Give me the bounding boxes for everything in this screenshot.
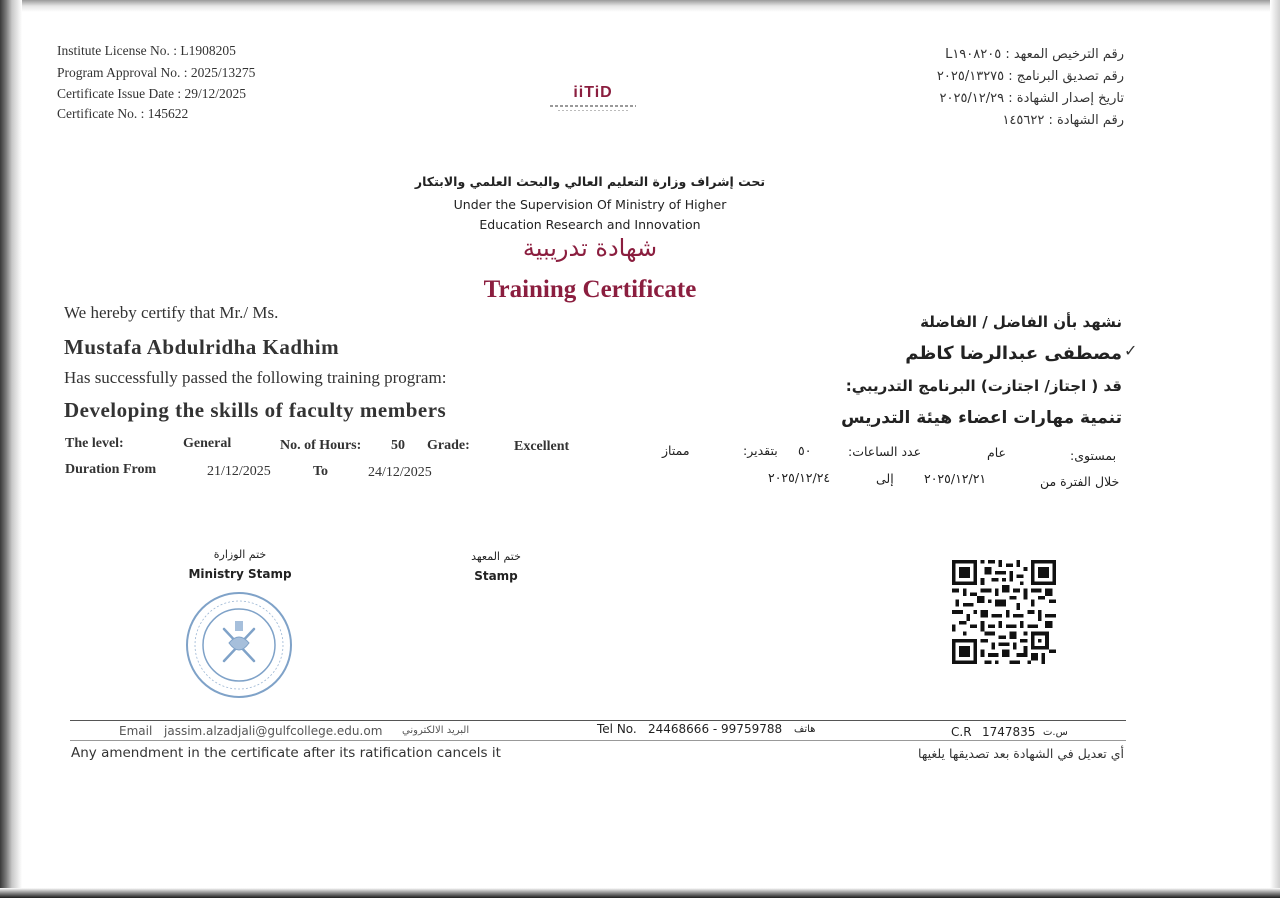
scan-edge-top	[0, 0, 1280, 12]
program-approval-ar: رقم تصديق البرنامج : ٢٠٢٥/١٣٢٧٥	[936, 69, 1124, 84]
amendment-note-ar: أي تعديل في الشهادة بعد تصديقها يلغيها	[918, 746, 1124, 761]
grade-label-ar: بتقدير:	[743, 443, 778, 458]
issue-date-en: Certificate Issue Date : 29/12/2025	[57, 86, 246, 101]
scan-edge-right	[1270, 0, 1280, 898]
supervision-english: Under the Supervision Of Ministry of Higher Education Research and Innovation	[453, 197, 727, 232]
to-label-en: To	[313, 464, 329, 479]
institute-license-en: Institute License No. : L1908205	[57, 43, 236, 58]
hours-value-en: 50	[391, 438, 405, 453]
hours-label-ar: عدد الساعات:	[848, 444, 922, 459]
title-english: Training Certificate	[483, 276, 697, 303]
email-value[interactable]: jassim.alzadjali@gulfcollege.edu.om	[164, 724, 383, 738]
tel-label-ar: هاتف	[794, 724, 816, 735]
level-value-en: General	[183, 436, 232, 451]
ministry-seal	[184, 591, 294, 699]
program-arabic: تنمية مهارات اعضاء هيئة التدريس	[841, 408, 1122, 428]
scan-edge-left	[0, 0, 22, 898]
recipient-name-arabic: مصطفى عبدالرضا كاظم	[905, 343, 1122, 364]
level-label-en: The level:	[65, 436, 124, 451]
cr-label: C.R	[951, 725, 972, 739]
ministry-stamp-label-ar: ختم الوزارة	[213, 548, 267, 561]
issue-date-ar: تاريخ إصدار الشهادة : ٢٠٢٥/١٢/٢٩	[939, 91, 1124, 106]
grade-value-ar: ممتاز	[662, 443, 690, 458]
checkmark-icon: ✓	[1124, 341, 1138, 360]
to-value-ar: ٢٠٢٥/١٢/٢٤	[768, 470, 831, 485]
certificate-no-en: Certificate No. : 145622	[57, 106, 189, 121]
qr-code[interactable]	[952, 560, 1056, 664]
footer-top-rule	[70, 720, 1126, 721]
passed-english: Has successfully passed the following training program:	[64, 368, 447, 387]
from-value-en: 21/12/2025	[207, 464, 271, 479]
duration-label-ar: خلال الفترة من	[1040, 474, 1120, 489]
institute-logo	[548, 84, 638, 111]
amendment-note-en: Any amendment in the certificate after its ratification cancels it	[71, 745, 501, 761]
from-value-ar: ٢٠٢٥/١٢/٢١	[924, 471, 987, 486]
hours-label-en: No. of Hours:	[280, 438, 362, 453]
to-label-ar: إلى	[876, 471, 894, 486]
institute-license-ar: رقم الترخيص المعهد : L١٩٠٨٢٠٥	[945, 47, 1124, 62]
cr-label-ar: س.ت	[1043, 727, 1068, 738]
tel-value[interactable]: 24468666 - 99759788	[648, 722, 783, 736]
email-label: Email	[119, 724, 153, 738]
certify-english: We hereby certify that Mr./ Ms.	[64, 303, 279, 322]
level-label-ar: بمستوى:	[1070, 448, 1117, 463]
institute-stamp-label-ar: ختم المعهد	[471, 550, 521, 563]
duration-label-en: Duration From	[65, 462, 157, 477]
logo-subline-2	[558, 110, 628, 111]
tel-label: Tel No.	[597, 722, 637, 736]
footer-bottom-rule	[70, 740, 1126, 741]
logo-text: iiTiD	[573, 84, 613, 101]
ministry-stamp-label-en: Ministry Stamp	[188, 567, 292, 581]
scan-edge-bottom	[0, 888, 1280, 898]
logo-subline	[550, 105, 636, 107]
passed-arabic: قد ( اجتاز/ اجتازت) البرنامج التدريبي:	[845, 377, 1122, 395]
grade-label-en: Grade:	[427, 438, 470, 453]
hours-value-ar: ٥٠	[798, 443, 812, 458]
email-label-ar: البريد الالكتروني	[402, 725, 470, 736]
program-english: Developing the skills of faculty members	[64, 398, 447, 422]
recipient-name-english: Mustafa Abdulridha Kadhim	[64, 335, 340, 359]
supervision-arabic: تحت إشراف وزارة التعليم العالي والبحث العلمي والابتكار	[414, 174, 766, 189]
cr-value: 1747835	[982, 725, 1036, 739]
certificate-no-ar: رقم الشهادة : ١٤٥٦٢٢	[1002, 113, 1124, 128]
certify-arabic: نشهد بأن الفاضل / الفاضلة	[920, 313, 1122, 331]
title-arabic: شهادة تدريبية	[522, 234, 658, 262]
grade-value-en: Excellent	[514, 439, 570, 454]
program-approval-en: Program Approval No. : 2025/13275	[57, 65, 256, 80]
level-value-ar: عام	[987, 445, 1007, 460]
institute-stamp-label-en: Stamp	[474, 569, 518, 583]
to-value-en: 24/12/2025	[368, 465, 432, 480]
